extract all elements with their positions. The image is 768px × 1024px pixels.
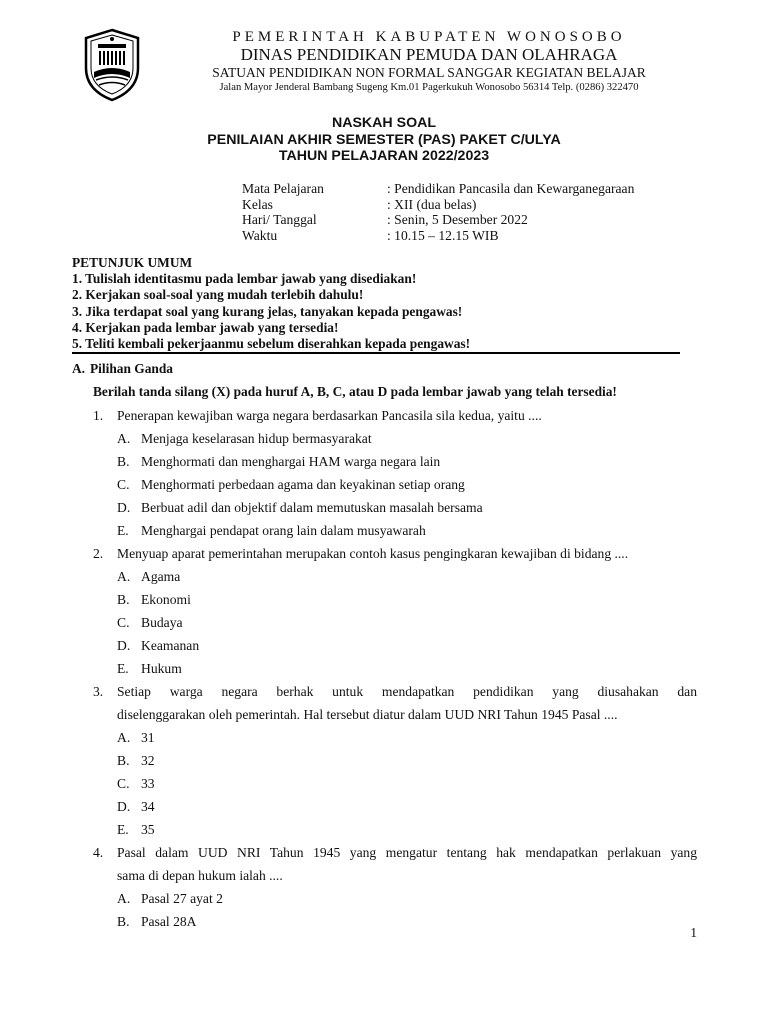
exam-info-key: Mata Pelajaran (242, 181, 324, 196)
exam-info-value: : Senin, 5 Desember 2022 (387, 212, 528, 227)
instruction-item: 3. Jika terdapat soal yang kurang jelas, tanyakan kepada pengawas! (72, 303, 463, 319)
answer-option (93, 657, 697, 680)
question-text: sama di depan hukum ialah .... (117, 868, 283, 883)
doc-title: NASKAH SOAL (331, 115, 437, 131)
answer-option (93, 565, 697, 588)
option-text: Budaya (141, 615, 183, 630)
letterhead-address: Jalan Mayor Jenderal Bambang Sugeng Km.01 Pagerkukuh Wonosobo 56314 Telp. (0286) 322470 (219, 82, 639, 93)
section-title: Pilihan Ganda (90, 361, 173, 376)
answer-option (93, 588, 697, 611)
question-number: 4. (93, 845, 104, 860)
option-text: Berbuat adil dan objektif dalam memutuskan masalah bersama (141, 500, 483, 515)
option-text: Menghormati perbedaan agama dan keyakinan setiap orang (141, 477, 465, 492)
answer-option (93, 427, 697, 450)
question-item (93, 542, 697, 680)
horizontal-divider (72, 352, 680, 354)
exam-info-value: : Pendidikan Pancasila dan Kewarganegaraan (387, 181, 635, 196)
option-text: Hukum (141, 661, 182, 676)
answer-option (93, 634, 697, 657)
answer-option (93, 772, 697, 795)
option-letter: D. (117, 638, 131, 653)
question-text: Penerapan kewajiban warga negara berdasarkan Pancasila sila kedua, yaitu .... (117, 408, 542, 423)
question-stem (93, 680, 697, 726)
option-text: 35 (141, 822, 155, 837)
instruction-item: 2. Kerjakan soal-soal yang mudah terlebih dahulu! (72, 287, 364, 303)
option-text: Ekonomi (141, 592, 191, 607)
exam-info-key: Waktu (242, 227, 278, 243)
question-text: Menyuap aparat pemerintahan merupakan contoh kasus pengingkaran kewajiban di bidang .... (117, 546, 629, 561)
answer-option (93, 611, 697, 634)
answer-option (93, 818, 697, 841)
exam-info-value: : 10.15 – 12.15 WIB (387, 227, 499, 243)
option-letter: A. (117, 891, 131, 906)
option-letter: B. (117, 753, 130, 768)
option-letter: E. (117, 661, 129, 676)
option-text: Pasal 28A (141, 914, 197, 929)
page-number: 1 (690, 925, 697, 940)
exam-info-value: : XII (dua belas) (387, 196, 477, 212)
general-instructions (72, 255, 470, 352)
question-list (93, 404, 697, 933)
option-letter: B. (117, 592, 130, 607)
letterhead-unit: SATUAN PENDIDIKAN NON FORMAL SANGGAR KEGIATAN BELAJAR (212, 65, 646, 80)
instruction-item: 1. Tulislah identitasmu pada lembar jawab yang disediakan! (72, 271, 417, 287)
section-letter: A. (72, 361, 86, 376)
question-item (93, 404, 697, 542)
question-text: Pasal dalam UUD NRI Tahun 1945 yang mengatur tentang hak mendapatkan perlakuan yang (117, 845, 697, 860)
option-text: 33 (141, 776, 155, 791)
section-heading (72, 361, 173, 377)
doc-subtitle: PENILAIAN AKHIR SEMESTER (PAS) PAKET C/ULYA (207, 131, 561, 148)
answer-option (93, 910, 697, 933)
instruction-item: 5. Teliti kembali pekerjaanmu sebelum diserahkan kepada pengawas! (72, 336, 471, 352)
question-stem (93, 841, 697, 887)
instruction-item: 4. Kerjakan pada lembar jawab yang tersedia! (72, 319, 339, 335)
option-letter: C. (117, 615, 130, 630)
answer-option (93, 450, 697, 473)
question-text: diselenggarakan oleh pemerintah. Hal tersebut diatur dalam UUD NRI Tahun 1945 Pasal .... (117, 707, 618, 722)
answer-option (93, 726, 697, 749)
answer-option (93, 795, 697, 818)
option-text: Menjaga keselarasan hidup bermasyarakat (141, 431, 372, 446)
option-letter: A. (117, 569, 131, 584)
question-number: 2. (93, 546, 104, 561)
letterhead (78, 22, 688, 102)
answer-option (93, 749, 697, 772)
question-stem (93, 542, 697, 565)
question-number: 1. (93, 408, 104, 423)
question-number: 3. (93, 684, 104, 699)
letterhead-government: PEMERINTAH KABUPATEN WONOSOBO (232, 29, 626, 45)
option-text: Menghormati dan menghargai HAM warga negara lain (141, 454, 441, 469)
doc-year: TAHUN PELAJARAN 2022/2023 (278, 148, 490, 164)
letterhead-text (170, 28, 688, 95)
option-letter: D. (117, 500, 131, 515)
regency-emblem-icon (82, 28, 142, 102)
question-item (93, 680, 697, 841)
option-letter: E. (117, 523, 129, 538)
option-letter: A. (117, 431, 131, 446)
answer-option (93, 473, 697, 496)
answer-option (93, 887, 697, 910)
option-letter: A. (117, 730, 131, 745)
option-letter: C. (117, 477, 130, 492)
option-text: Keamanan (141, 638, 200, 653)
exam-info-key: Kelas (242, 196, 273, 212)
option-text: 34 (141, 799, 155, 814)
option-letter: D. (117, 799, 131, 814)
question-text: Setiap warga negara berhak untuk mendapatkan pendidikan yang diusahakan dan (117, 684, 697, 699)
option-text: 31 (141, 730, 155, 745)
option-letter: E. (117, 822, 129, 837)
document-titles (0, 115, 768, 165)
answer-option (93, 496, 697, 519)
option-text: 32 (141, 753, 155, 768)
question-stem (93, 404, 697, 427)
question-item (93, 841, 697, 933)
option-text: Menghargai pendapat orang lain dalam musyawarah (141, 523, 426, 538)
answer-option (93, 519, 697, 542)
exam-info-key: Hari/ Tanggal (242, 212, 317, 227)
option-letter: B. (117, 454, 130, 469)
letterhead-department: DINAS PENDIDIKAN PEMUDA DAN OLAHRAGA (240, 45, 618, 64)
option-letter: C. (117, 776, 130, 791)
option-text: Agama (141, 569, 181, 584)
instructions-heading: PETUNJUK UMUM (72, 255, 193, 270)
option-text: Pasal 27 ayat 2 (141, 891, 223, 906)
section-directive: Berilah tanda silang (X) pada huruf A, B, C, atau D pada lembar jawab yang telah tersedia! (93, 384, 617, 399)
option-letter: B. (117, 914, 130, 929)
